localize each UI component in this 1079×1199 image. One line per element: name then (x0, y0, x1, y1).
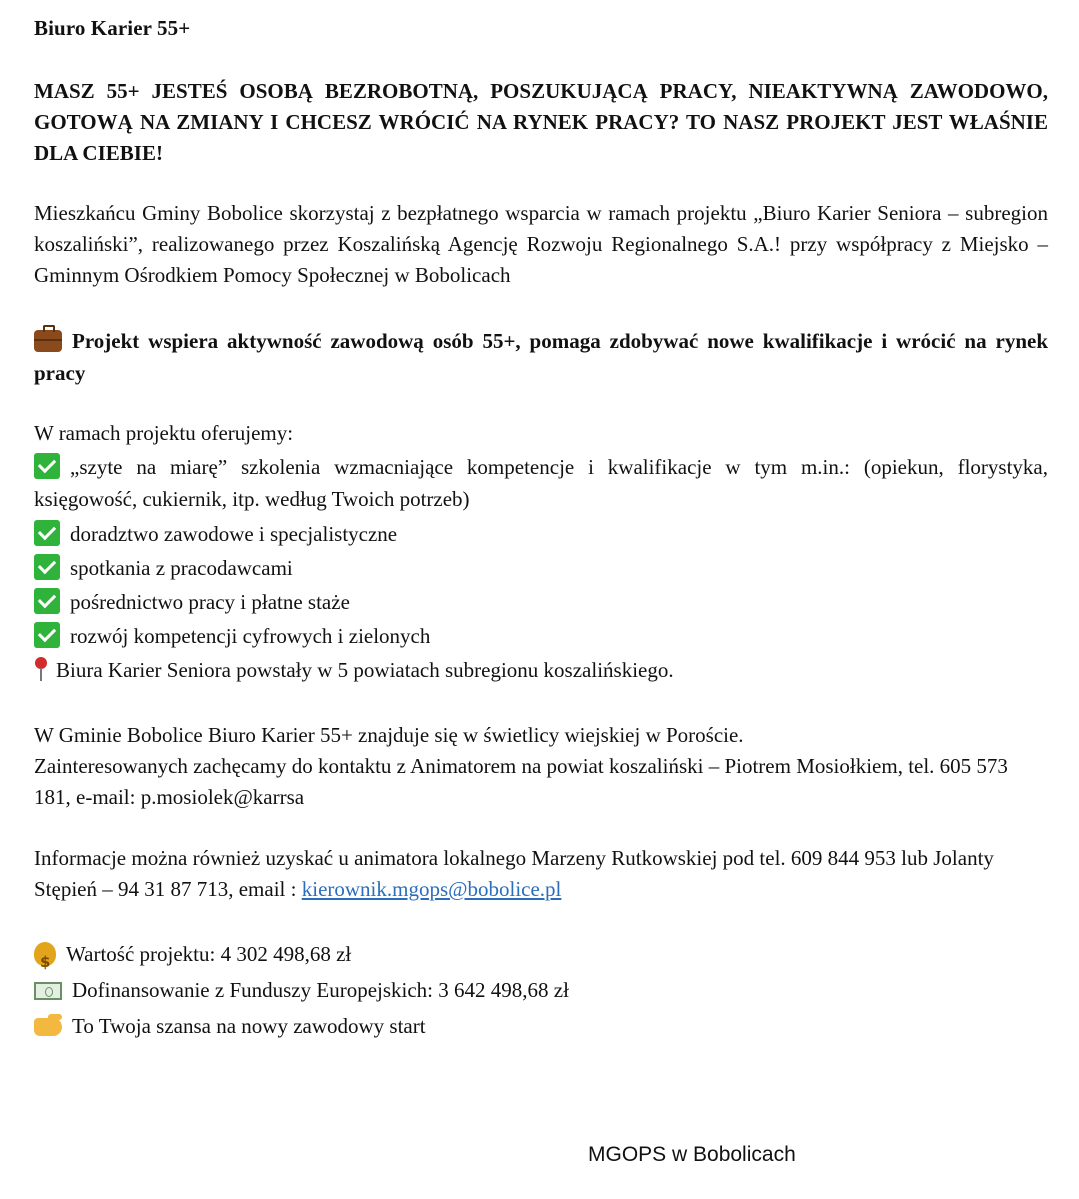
location-paragraph (34, 720, 1048, 813)
headline: MASZ 55+ JESTEŚ OSOBĄ BEZROBOTNĄ, POSZUKUJĄCĄ PRACY, NIEAKTYWNĄ ZAWODOWO, GOTOWĄ NA ZMIANY I CHCESZ WRÓCIĆ NA RYNEK PRACY? TO NASZ PROJEKT JEST WŁAŚNIE DLA CIEBIE! (34, 79, 1048, 165)
pushpin-icon (34, 657, 48, 683)
chance-text: To Twoja szansa na nowy zawodowy start (72, 1014, 426, 1038)
project-value-line (34, 936, 1048, 972)
project-values (34, 936, 1048, 1044)
offer-intro: W ramach projektu oferujemy: (34, 421, 294, 445)
check-mark-icon (34, 520, 60, 546)
contact-line: Zainteresowanych zachęcamy do kontaktu z Animatorem na powiat koszaliński – Piotrem Mosiołkiem, tel. 605 573 181, e-mail: p.mosiolek@karrsa (34, 754, 1008, 809)
check-mark-icon (34, 622, 60, 648)
banknote-icon (34, 982, 62, 1000)
document-title: Biuro Karier 55+ (34, 16, 191, 40)
offer-item (34, 551, 1048, 585)
offer-text: rozwój kompetencji cyfrowych i zielonych (70, 624, 431, 648)
offer-list (34, 451, 1048, 687)
offer-text: pośrednictwo pracy i płatne staże (70, 590, 350, 614)
support-text: Projekt wspiera aktywność zawodową osób 55+, pomaga zdobywać nowe kwalifikacje i wrócić na rynek pracy (34, 329, 1048, 385)
pointing-hand-icon (34, 1018, 62, 1036)
offer-text: doradztwo zawodowe i specjalistyczne (70, 522, 398, 546)
check-mark-icon (34, 588, 60, 614)
eu-funding-line (34, 972, 1048, 1008)
signature: MGOPS w Bobolicach (588, 1143, 796, 1166)
project-value-text: Wartość projektu: 4 302 498,68 zł (66, 942, 352, 966)
offer-item (34, 517, 1048, 551)
eu-funding-text: Dofinansowanie z Funduszy Europejskich: 3 642 498,68 zł (72, 978, 569, 1002)
check-mark-icon (34, 554, 60, 580)
chance-line (34, 1008, 1048, 1044)
offer-item (34, 585, 1048, 619)
pin-note-text: Biura Karier Seniora powstały w 5 powiatach subregionu koszalińskiego. (56, 658, 674, 682)
project-support-statement (34, 325, 1048, 389)
offer-text: spotkania z pracodawcami (70, 556, 293, 580)
email-link[interactable]: kierownik.mgops@bobolice.pl (301, 877, 562, 901)
info-paragraph (34, 843, 1048, 905)
briefcase-icon (34, 330, 62, 352)
pin-note (34, 653, 1048, 687)
offer-item (34, 451, 1048, 515)
intro-paragraph: Mieszkańcu Gminy Bobolice skorzystaj z bezpłatnego wsparcia w ramach projektu „Biuro Karier Seniora – subregion koszaliński”, realizowanego przez Koszalińską Agencję Rozwoju Regionalnego S.A.! przy współpracy z Miejsko – Gminnym Ośrodkiem Pomocy Społecznej w Bobolicach (34, 201, 1048, 287)
location-line: W Gminie Bobolice Biuro Karier 55+ znajduje się w świetlicy wiejskiej w Poroście. (34, 723, 744, 747)
info-text: Informacje można również uzyskać u animatora lokalnego Marzeny Rutkowskiej pod tel. 609 844 953 lub Jolanty Stępień – 94 31 87 713, email : (34, 846, 994, 901)
check-mark-icon (34, 453, 60, 479)
offer-item (34, 619, 1048, 653)
offer-text: „szyte na miarę” szkolenia wzmacniające kompetencje i kwalifikacje w tym m.in.: (opiekun, florystyka, księgowość, cukiernik, itp. według Twoich potrzeb) (34, 455, 1048, 511)
money-bag-icon (34, 942, 56, 966)
